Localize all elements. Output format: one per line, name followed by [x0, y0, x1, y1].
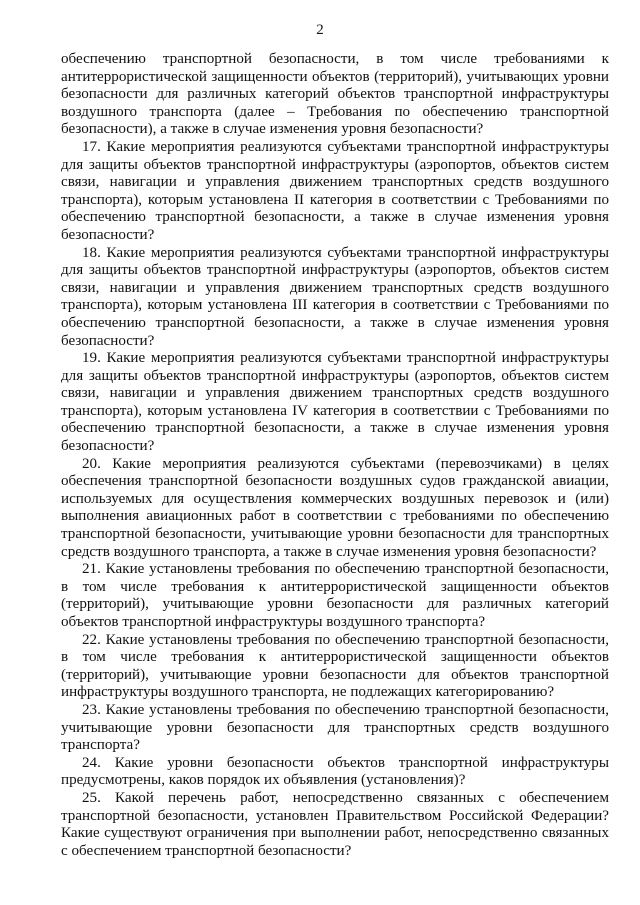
- page-number: 2: [316, 22, 324, 38]
- question-20: 20. Какие мероприятия реализуются субъектами (перевозчиками) в целях обеспечения транспортной безопасности воздушных судов гражданской авиации, используемых для осуществления коммерческих воздушных перевозок и (или) выполнения авиационных работ в соответствии с требованиями по обеспечению транспортной безопасности, учитывающие уровни безопасности для транспортных средств воздушного транспорта, а также в случае изменения уровня безопасности?: [61, 455, 609, 560]
- document-body: [61, 51, 609, 860]
- question-24: 24. Какие уровни безопасности объектов транспортной инфраструктуры предусмотрены, каков порядок их объявления (установления)?: [61, 754, 609, 789]
- question-23: 23. Какие установлены требования по обеспечению транспортной безопасности, учитывающие уровни безопасности для транспортных средств воздушного транспорта?: [61, 701, 609, 754]
- question-17: 17. Какие мероприятия реализуются субъектами транспортной инфраструктуры для защиты объектов транспортной инфраструктуры (аэропортов, объектов систем связи, навигации и управления движением транспортных средств воздушного транспорта), которым установлена II категория в соответствии с Требованиями по обеспечению транспортной безопасности, а также в случае изменения уровня безопасности?: [61, 138, 609, 243]
- question-18: 18. Какие мероприятия реализуются субъектами транспортной инфраструктуры для защиты объектов транспортной инфраструктуры (аэропортов, объектов систем связи, навигации и управления движением транспортных средств воздушного транспорта), которым установлена III категория в соответствии с Требованиями по обеспечению транспортной безопасности, а также в случае изменения уровня безопасности?: [61, 244, 609, 349]
- question-19: 19. Какие мероприятия реализуются субъектами транспортной инфраструктуры для защиты объектов транспортной инфраструктуры (аэропортов, объектов систем связи, навигации и управления движением транспортных средств воздушного транспорта), которым установлена IV категория в соответствии с Требованиями по обеспечению транспортной безопасности, а также в случае изменения уровня безопасности?: [61, 350, 609, 455]
- question-22: 22. Какие установлены требования по обеспечению транспортной безопасности, в том числе требования к антитеррористической защищенности объектов (территорий), учитывающие уровни безопасности для объектов транспортной инфраструктуры воздушного транспорта, не подлежащих категорированию?: [61, 631, 609, 701]
- question-25: 25. Какой перечень работ, непосредственно связанных с обеспечением транспортной безопасности, установлен Правительством Российской Федерации? Какие существуют ограничения при выполнении работ, непосредственно связанных с обеспечением транспортной безопасности?: [61, 789, 609, 859]
- question-21: 21. Какие установлены требования по обеспечению транспортной безопасности, в том числе требования к антитеррористической защищенности объектов (территорий), учитывающие уровни безопасности для различных категорий объектов транспортной инфраструктуры воздушного транспорта?: [61, 561, 609, 630]
- paragraph-continuation: обеспечению транспортной безопасности, в том числе требованиями к антитеррористической защищенности объектов (территорий), учитывающих уровни безопасности для различных категорий объектов транспортной инфраструктуры воздушного транспорта (далее – Требования по обеспечению транспортной безопасности), а также в случае изменения уровня безопасности?: [61, 51, 609, 138]
